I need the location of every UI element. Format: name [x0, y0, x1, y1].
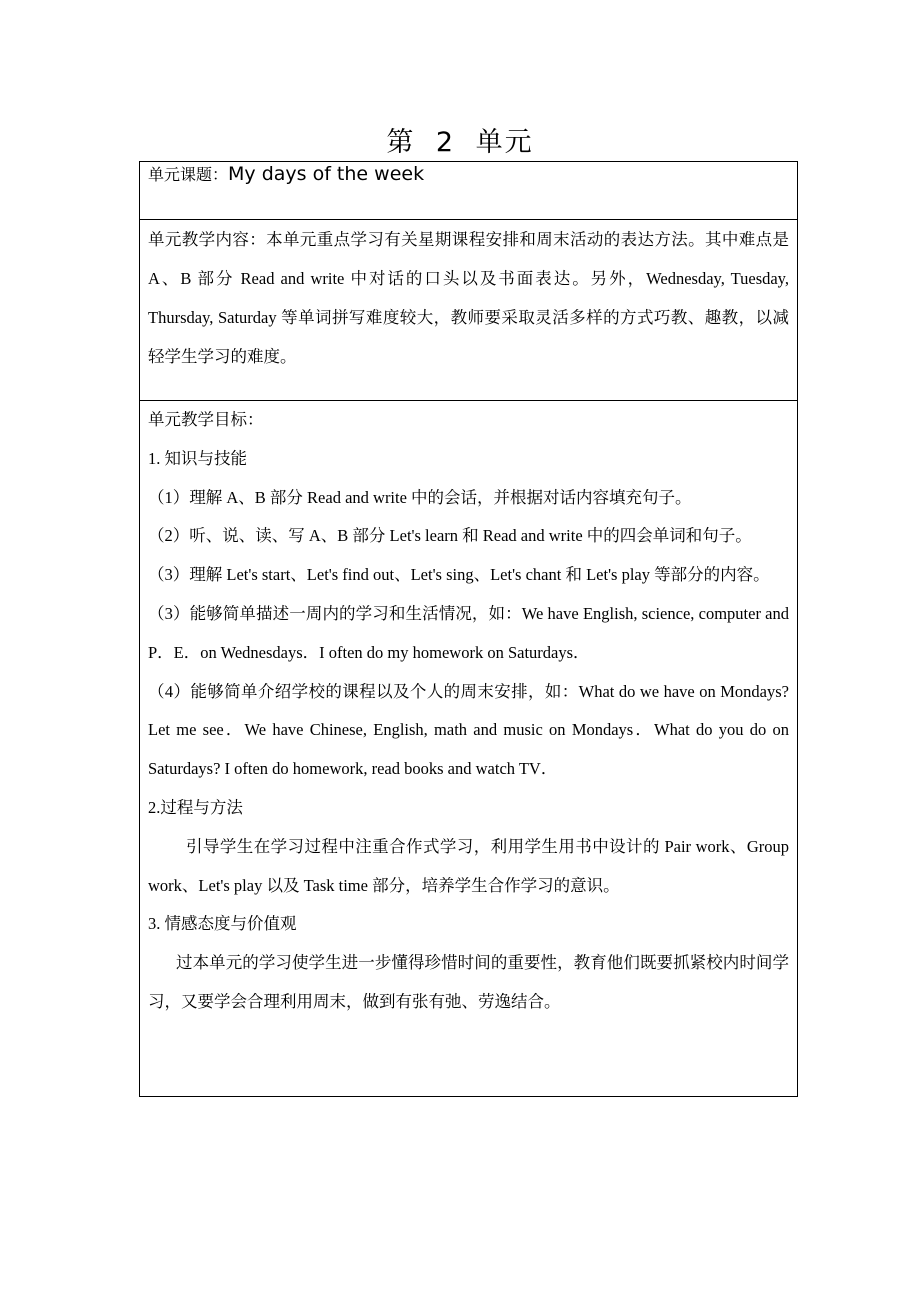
unit-title: 第 2 单元 — [386, 127, 534, 158]
section2-text: 引导学生在学习过程中注重合作式学习，利用学生用书中设计的 Pair work、Group work、Let's play 以及 Task time 部分，培养学生合作学习的意识。 — [148, 836, 789, 895]
objective-item: （1）理解 A、B 部分 Read and write 中的会话，并根据对话内容填充句子。 — [148, 487, 692, 507]
lesson-plan-table — [139, 161, 798, 1097]
section2-title: 2.过程与方法 — [148, 797, 243, 817]
subject-row — [140, 162, 798, 220]
content-cell — [140, 220, 798, 401]
section3-text: 过本单元的学习使学生进一步懂得珍惜时间的重要性，教育他们既要抓紧校内时间学习，又要学会合理利用周末，做到有张有弛、劳逸结合。 — [148, 953, 789, 1011]
objectives-cell — [140, 401, 798, 1097]
objective-item: （3）理解 Let's start、Let's find out、Let's sing、Let's chant 和 Let's play 等部分的内容。 — [148, 565, 770, 585]
objective-item: （3）能够简单描述一周内的学习和生活情况，如：We have English, science, computer and P．E．on Wednesdays．I often do my homework on Saturdays． — [148, 603, 789, 662]
content-text: 单元教学内容：本单元重点学习有关星期课程安排和周末活动的表达方法。其中难点是 A、B 部分 Read and write 中对话的口头以及书面表达。另外，Wednesday, Tuesday, Thursday, Saturday 等单词拼写难度较大，教师要采取灵活多样的方式巧教、趣教，以减轻学生学习的难度。 — [148, 230, 789, 366]
section3-title: 3. 情感态度与价值观 — [148, 914, 297, 934]
subject-label: 单元课题： — [148, 167, 229, 184]
objective-item: （4）能够简单介绍学校的课程以及个人的周末安排，如：What do we have on Mondays? Let me see．We have Chinese, English, math and music on Mondays．What do you do on Saturdays? I often do homework, read books and watch TV． — [148, 681, 789, 779]
subject-value: My days of the week — [228, 163, 425, 185]
content-row — [140, 220, 798, 401]
objectives-heading: 单元教学目标： — [148, 410, 264, 429]
objective-item: （2）听、说、读、写 A、B 部分 Let's learn 和 Read and write 中的四会单词和句子。 — [148, 526, 752, 546]
section1-title: 1. 知识与技能 — [148, 448, 247, 468]
subject-cell — [140, 162, 798, 220]
objectives-row — [140, 401, 798, 1097]
